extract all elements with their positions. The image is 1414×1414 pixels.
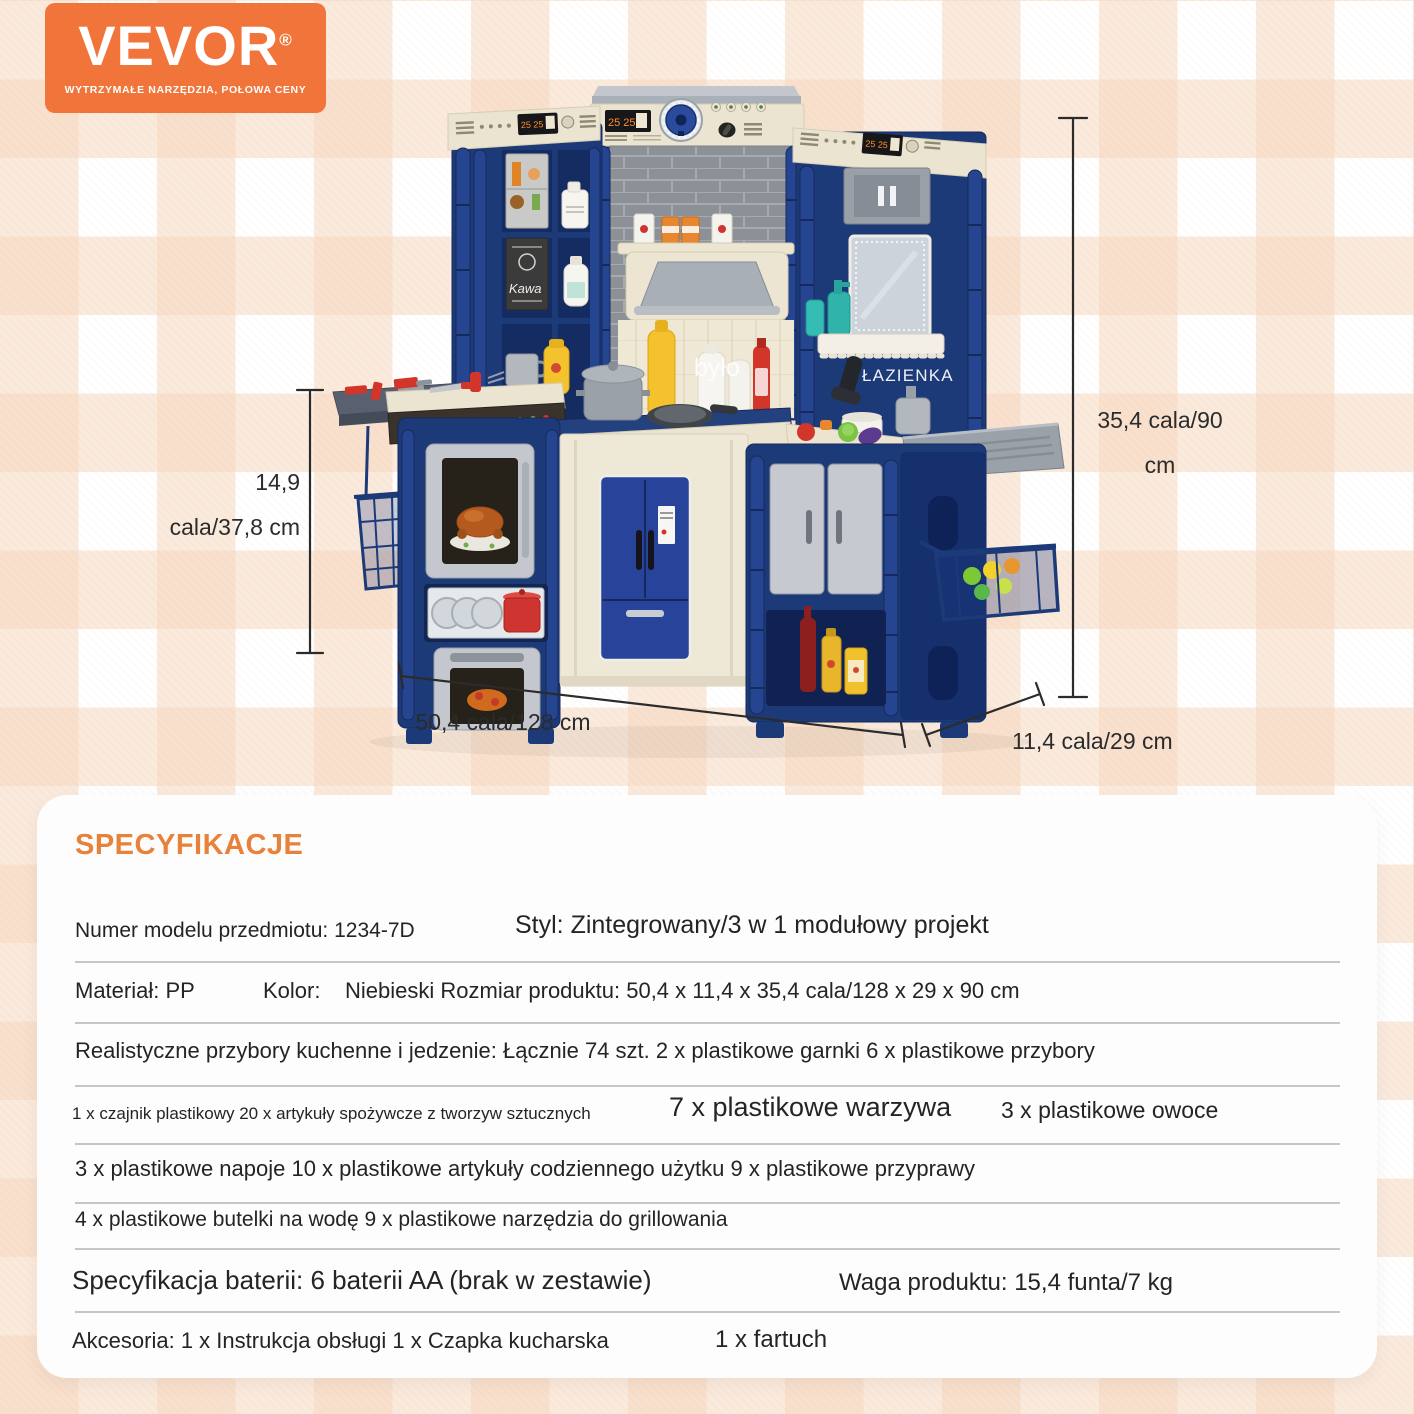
right-tower — [793, 127, 986, 463]
divider — [75, 1022, 1340, 1024]
range-hood — [626, 252, 788, 320]
svg-text:25 25: 25 25 — [608, 117, 636, 129]
spec-bottles-grill-tools: 4 x plastikowe butelki na wodę 9 x plastikowe narzędzia do grillowania — [75, 1208, 728, 1231]
coffee-sign — [506, 238, 548, 310]
spec-apron: 1 x fartuch — [715, 1326, 828, 1353]
spec-style: Styl: Zintegrowany/3 w 1 modułowy projekt — [515, 911, 989, 939]
divider — [75, 1202, 1340, 1204]
spec-fruits: 3 x plastikowe owoce — [1001, 1097, 1219, 1123]
timer-display — [605, 110, 651, 132]
spec-utensils-food: Realistyczne przybory kuchenne i jedzenie: Łącznie 74 szt. 2 x plastikowe garnki 6 x plastikowe przybory — [75, 1038, 1095, 1063]
fridge-column — [560, 434, 748, 686]
brand-name: VEVOR® — [78, 14, 293, 77]
dish-rack — [424, 584, 548, 642]
spec-title: SPECYFIKACJE — [75, 829, 304, 861]
spec-vegetables: 7 x plastikowe warzywa — [669, 1092, 952, 1122]
divider — [75, 1143, 1340, 1145]
lace-shelf — [818, 334, 944, 356]
svg-text:25 25: 25 25 — [864, 138, 889, 151]
dimension-label-height-front: 14,9 cala/37,8 cm — [169, 469, 300, 541]
spec-kettle-groceries: 1 x czajnik plastikowy 20 x artykuły spożywcze z tworzyw sztucznych — [72, 1104, 591, 1123]
registered-mark-icon: ® — [279, 30, 293, 50]
pause-screen — [844, 168, 930, 224]
drinks-shelf-insert — [506, 154, 548, 228]
fridge-doors — [600, 476, 690, 660]
dimension-label-height-total: 35,4 cala/90 cm — [1097, 407, 1223, 479]
divider — [75, 1311, 1340, 1313]
spec-color-size: Niebieski Rozmiar produktu: 50,4 x 11,4 x 35,4 cala/128 x 29 x 90 cm — [345, 978, 1020, 1003]
spec-card — [37, 795, 1377, 1378]
clock-icon — [660, 99, 702, 141]
spec-model-number: Numer modelu przedmiotu: 1234-7D — [75, 919, 415, 942]
open-shelf-bottles — [766, 606, 886, 706]
watermark-text: było — [694, 354, 740, 382]
divider — [75, 1248, 1340, 1250]
dimension-label-width: 50,4 cala/128 cm — [415, 709, 591, 735]
left-cabinet — [398, 418, 560, 730]
dimension-label-depth: 11,4 cala/29 cm — [1012, 728, 1173, 754]
divider — [75, 1085, 1340, 1087]
spec-drinks-daily-spices: 3 x plastikowe napoje 10 x plastikowe artykuły codziennego użytku 9 x plastikowe przyprawy — [75, 1156, 976, 1181]
brand-tagline: WYTRZYMAŁE NARZĘDZIA, POŁOWA CENY — [64, 84, 307, 96]
toy-kitchen-illustration — [240, 80, 1200, 800]
mirror — [850, 236, 930, 336]
spec-material: Materiał: PP — [75, 978, 195, 1003]
svg-text:Kawa: Kawa — [509, 281, 542, 296]
spec-accessories: Akcesoria: 1 x Instrukcja obsługi 1 x Czapka kucharska — [72, 1328, 609, 1353]
spec-weight: Waga produktu: 15,4 funta/7 kg — [839, 1269, 1173, 1296]
bathroom-sign: ŁAZIENKA — [862, 366, 954, 385]
divider — [75, 961, 1340, 963]
spec-color-label: Kolor: — [263, 978, 321, 1003]
oven-upper — [426, 444, 534, 578]
svg-text:25 25: 25 25 — [520, 119, 544, 131]
spec-battery: Specyfikacja baterii: 6 baterii AA (brak w zestawie) — [72, 1265, 652, 1295]
